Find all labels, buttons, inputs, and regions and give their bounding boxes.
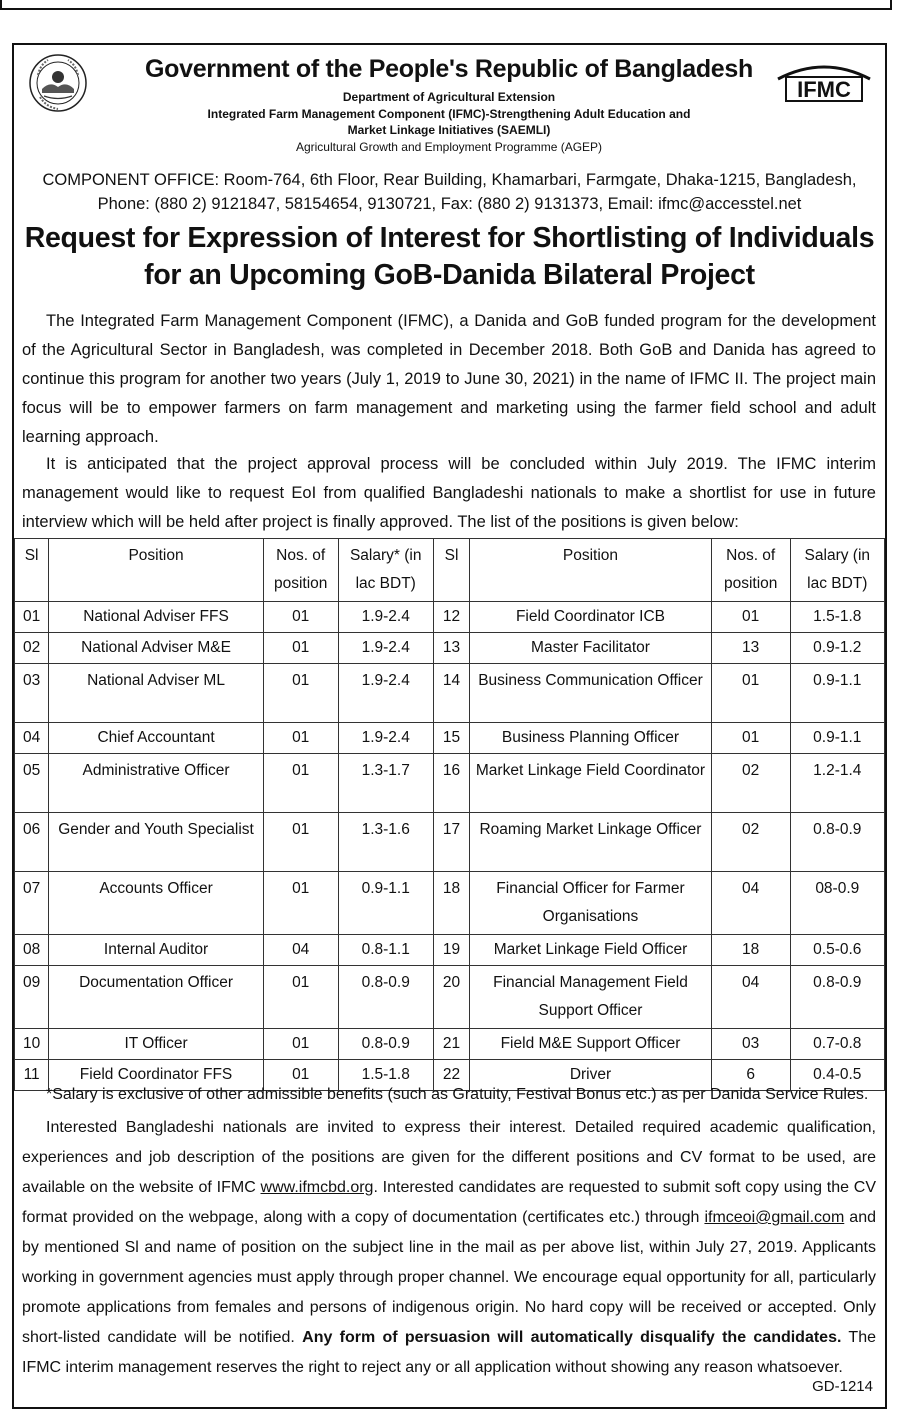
header-sl: Sl [15, 539, 49, 602]
cell-position: Chief Accountant [49, 723, 264, 754]
office-contact: Phone: (880 2) 9121847, 58154654, 9130721, Fax: (880 2) 9131373, Email: ifmc@accesstel.net [97, 195, 802, 213]
ifmc-logo-text: IFMC [797, 77, 851, 102]
cell-sl: 22 [433, 1060, 469, 1091]
cell-salary: 1.9-2.4 [338, 633, 433, 664]
cell-nos: 01 [263, 872, 338, 935]
cell-sl: 04 [15, 723, 49, 754]
header-sl: Sl [433, 539, 469, 602]
intro-paragraph-2: It is anticipated that the project approval process will be concluded within July 2019. The IFMC interim management would like to request EoI from qualified Bangladeshi nationals to make a shortlist for use in future interview which will be held after project is finally approved. The list of the positions is given below: [22, 455, 876, 531]
cell-nos: 04 [263, 935, 338, 966]
cell-position: Business Communication Officer [470, 664, 712, 723]
table-row [15, 872, 885, 935]
instructions-text-1: Interested Bangladeshi nationals are invited to express their interest. Detailed required academic qualification, experiences and job description of the positions are given for the different positions and CV format to be used, are available on the website of IFMC [22, 1119, 876, 1196]
cell-position: Business Planning Officer [470, 723, 712, 754]
table-row [15, 723, 885, 754]
cell-salary: 0.4-0.5 [790, 1060, 884, 1091]
cell-salary: 0.8-1.1 [338, 935, 433, 966]
cell-nos: 01 [263, 813, 338, 872]
cell-nos: 01 [263, 664, 338, 723]
headline-line1: Request for Expression of Interest for Shortlisting of Individuals [24, 222, 875, 254]
cell-sl: 13 [433, 633, 469, 664]
cell-nos: 01 [263, 602, 338, 633]
cell-salary: 1.9-2.4 [338, 664, 433, 723]
header-salary: Salary* (in lac BDT) [338, 539, 433, 602]
cell-nos: 02 [711, 813, 790, 872]
cell-position: Administrative Officer [49, 754, 264, 813]
cell-salary: 1.9-2.4 [338, 723, 433, 754]
table-row [15, 1029, 885, 1060]
cell-position: Field M&E Support Officer [470, 1029, 712, 1060]
cell-salary: 1.3-1.6 [338, 813, 433, 872]
cell-salary: 1.2-1.4 [790, 754, 884, 813]
header-salary: Salary (in lac BDT) [790, 539, 884, 602]
cell-sl: 07 [15, 872, 49, 935]
table-row [15, 813, 885, 872]
cell-salary: 0.8-0.9 [790, 966, 884, 1029]
persuasion-warning: Any form of persuasion will automatically disqualify the candidates. [302, 1329, 842, 1346]
cell-position: IT Officer [49, 1029, 264, 1060]
cell-position: National Adviser FFS [49, 602, 264, 633]
cell-sl: 14 [433, 664, 469, 723]
cell-sl: 20 [433, 966, 469, 1029]
previous-notice-border [0, 0, 892, 10]
reference-code: GD-1214 [812, 1378, 873, 1395]
cell-sl: 08 [15, 935, 49, 966]
cell-sl: 18 [433, 872, 469, 935]
instructions-text-2: . Interested candidates are requested to submit soft copy using the CV format provided on the webpage, along with a copy of documentation (certificates etc.) through [22, 1179, 877, 1226]
cell-sl: 06 [15, 813, 49, 872]
cell-sl: 03 [15, 664, 49, 723]
table-row [15, 754, 885, 813]
cell-nos: 13 [711, 633, 790, 664]
cell-salary: 0.8-0.9 [338, 966, 433, 1029]
cell-sl: 02 [15, 633, 49, 664]
cell-salary: 0.9-1.1 [338, 872, 433, 935]
header-nos: Nos. of position [263, 539, 338, 602]
cell-nos: 01 [711, 664, 790, 723]
table-row [15, 602, 885, 633]
cell-salary: 1.3-1.7 [338, 754, 433, 813]
table-row [15, 664, 885, 723]
cell-nos: 01 [263, 754, 338, 813]
cell-sl: 12 [433, 602, 469, 633]
cell-nos: 04 [711, 872, 790, 935]
headline-line2: for an Upcoming GoB-Danida Bilateral Project [144, 259, 755, 291]
cell-position: Master Facilitator [470, 633, 712, 664]
department-name: Department of Agricultural Extension [342, 90, 556, 104]
notice-headline [14, 220, 885, 294]
cell-nos: 01 [263, 723, 338, 754]
cell-sl: 19 [433, 935, 469, 966]
salary-footnote: *Salary is exclusive of other admissible benefits (such as Gratuity, Festival Bonus etc.) as per Danida Service Rules. [46, 1086, 869, 1103]
cell-position: Roaming Market Linkage Officer [470, 813, 712, 872]
positions-table [14, 538, 885, 1091]
notice [12, 43, 887, 1409]
cell-sl: 11 [15, 1060, 49, 1091]
cell-nos: 02 [711, 754, 790, 813]
cell-sl: 17 [433, 813, 469, 872]
cell-salary: 1.5-1.8 [790, 602, 884, 633]
cell-position: National Adviser ML [49, 664, 264, 723]
cell-position: National Adviser M&E [49, 633, 264, 664]
cell-nos: 01 [263, 1060, 338, 1091]
cell-sl: 05 [15, 754, 49, 813]
cell-salary: 0.8-0.9 [338, 1029, 433, 1060]
cell-sl: 21 [433, 1029, 469, 1060]
government-seal-logo [28, 53, 88, 113]
programme-name: Agricultural Growth and Employment Programme (AGEP) [295, 140, 603, 154]
cell-nos: 01 [711, 723, 790, 754]
cell-position: Financial Management Field Support Officer [470, 966, 712, 1029]
cell-nos: 04 [711, 966, 790, 1029]
instructions-text-3: and by mentioned Sl and name of position on the subject line in the mail as per above list, within July 27, 2019. Applicants working in government agencies must apply through proper channel. We encourage equal opportunity for all, particularly promote applications from females and persons of indigenous origin. No hard copy will be received or accepted. Only short-listed candidate will be notified. [22, 1209, 876, 1346]
cell-position: Financial Officer for Farmer Organisations [470, 872, 712, 935]
office-address: COMPONENT OFFICE: Room-764, 6th Floor, Rear Building, Khamarbari, Farmgate, Dhaka-1215, Bangladesh, [42, 171, 857, 189]
table-row [15, 935, 885, 966]
application-instructions [22, 1113, 876, 1383]
cell-position: Field Coordinator FFS [49, 1060, 264, 1091]
cell-salary: 0.8-0.9 [790, 813, 884, 872]
cell-position: Market Linkage Field Coordinator [470, 754, 712, 813]
header-position: Position [49, 539, 264, 602]
cell-position: Field Coordinator ICB [470, 602, 712, 633]
cell-position: Internal Auditor [49, 935, 264, 966]
table-header-row [15, 539, 885, 602]
cell-salary: 08-0.9 [790, 872, 884, 935]
cell-nos: 01 [263, 966, 338, 1029]
cell-position: Accounts Officer [49, 872, 264, 935]
cell-sl: 10 [15, 1029, 49, 1060]
cell-nos: 6 [711, 1060, 790, 1091]
ifmc-logo [774, 57, 874, 103]
cell-nos: 01 [263, 1029, 338, 1060]
header-position: Position [470, 539, 712, 602]
component-name-line2: Market Linkage Initiatives (SAEMLI) [347, 123, 551, 137]
cell-salary: 0.9-1.1 [790, 664, 884, 723]
cell-sl: 01 [15, 602, 49, 633]
cell-nos: 01 [263, 633, 338, 664]
positions-table-body [15, 602, 885, 1091]
cell-position: Gender and Youth Specialist [49, 813, 264, 872]
component-office [14, 168, 885, 216]
cell-nos: 03 [711, 1029, 790, 1060]
website-link[interactable]: www.ifmcbd.org [260, 1179, 374, 1196]
table-row [15, 966, 885, 1029]
cell-sl: 09 [15, 966, 49, 1029]
header [14, 45, 885, 165]
cell-nos: 01 [711, 602, 790, 633]
cell-salary: 0.9-1.1 [790, 723, 884, 754]
intro-paragraph-1: The Integrated Farm Management Component (IFMC), a Danida and GoB funded program for the development of the Agricultural Sector in Bangladesh, was completed in December 2018. Both GoB and Danida has agreed to continue this program for another two years (July 1, 2019 to June 30, 2021) in the name of IFMC II. The project main focus will be to empower farmers on farm management and marketing using the farmer field school and adult learning approach. [22, 312, 876, 446]
email-link[interactable]: ifmceoi@gmail.com [704, 1209, 845, 1226]
cell-salary: 1.9-2.4 [338, 602, 433, 633]
cell-sl: 16 [433, 754, 469, 813]
cell-salary: 1.5-1.8 [338, 1060, 433, 1091]
cell-salary: 0.5-0.6 [790, 935, 884, 966]
component-name-line1: Integrated Farm Management Component (IFMC)-Strengthening Adult Education and [207, 107, 691, 121]
table-row [15, 633, 885, 664]
cell-sl: 15 [433, 723, 469, 754]
cell-nos: 18 [711, 935, 790, 966]
cell-salary: 0.7-0.8 [790, 1029, 884, 1060]
government-title: Government of the People's Republic of Bangladesh [144, 55, 753, 83]
cell-position: Documentation Officer [49, 966, 264, 1029]
cell-salary: 0.9-1.2 [790, 633, 884, 664]
instructions-text-4: The IFMC interim management reserves the right to reject any or all application without showing any reason whatsoever. [22, 1329, 877, 1376]
cell-position: Market Linkage Field Officer [470, 935, 712, 966]
header-nos: Nos. of position [711, 539, 790, 602]
cell-position: Driver [470, 1060, 712, 1091]
